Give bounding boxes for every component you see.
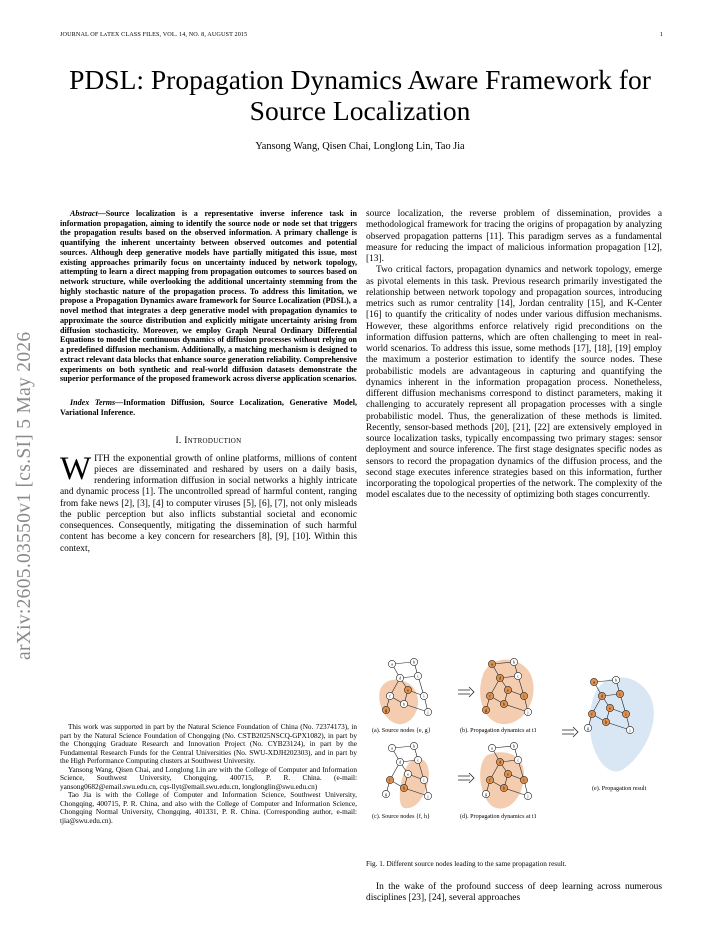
graph-node-label: d	[398, 759, 402, 765]
graph-node-label: g	[484, 791, 488, 797]
graph-node-label: i	[523, 693, 525, 699]
index-terms: Index Terms—Information Diffusion, Source Localization, Generative Model, Variational Inference.	[60, 397, 357, 417]
intro-paragraph	[60, 450, 357, 555]
graph-node-label: a	[391, 745, 393, 751]
caption-d: (d). Propagation dynamics at t1	[460, 814, 537, 820]
caption-b: (b). Propagation dynamics at t1	[460, 728, 537, 734]
graph-node-label: b	[412, 743, 416, 749]
graph-node-label: a	[491, 661, 493, 667]
graph-node-label: d	[498, 675, 502, 681]
graph-node-label: d	[398, 675, 402, 681]
intro-text: the exponential growth of online platforms, millions of content pieces are disseminated and reshared by users on a daily basis, rendering information diffusion in social networks a highly intricate and dynamic process [1]. The uncontrolled spread of harmful content, ranging from fake news [2], [3], [4] to computer viruses [5], [6], [7], not only misleads the public perception but also inflicts substantial societal and economic consequences. Consequently, mitigating the dissemination of such harmful content has become a key concern for researchers [8], [9], [10]. Within this context,	[60, 453, 357, 554]
graph-node-label: e	[609, 705, 611, 711]
footnote-affiliation-1: Yansong Wang, Qisen Chai, and Longlong Lin are with the College of Computer and Information Science, Southwest University, Chongqing, 400715, P. R. China. (e-mail: yansong0682@email.swu.edu.cn, cqs-llyt@email.swu.edu.cn, longlonglin@swu.edu.cn)	[60, 765, 357, 791]
section-heading	[60, 436, 357, 447]
graph-node-label: b	[512, 659, 516, 665]
graph-node-label: e	[407, 771, 409, 777]
graph-node-label: j	[427, 709, 429, 715]
graph-node-label: g	[384, 791, 388, 797]
graph-node-label: c	[417, 757, 419, 763]
paper-title: PDSL: Propagation Dynamics Aware Framework for Source Localization	[69, 64, 651, 126]
graph-node-label: c	[517, 757, 519, 763]
graph-node-label: j	[629, 727, 631, 733]
right-paragraph-2: Two critical factors, propagation dynamics and network topology, emerge as pivotal elements in this task. Previous research primarily investigated the relationship between network topology and propagation sources, introducing metrics such as rumor centrality [14], Jordan centrality [15], and K-Center [16] to quantify the criticality of nodes under various diffusion mechanisms. However, these algorithms enforce relatively rigid preconditions on the information diffusion patterns, which are often challenging to meet in real-world scenarios. To address this issue, some methods [17], [18], [19] employ the maximum a posterior estimation to identify the source nodes. These probabilistic models are advantageous in capturing and quantifying the dynamics inherent in the information propagation process. Nonetheless, different diffusion mechanisms correspond to distinct parameters, making it challenging to accurately represent all propagation processes with a single probabilistic model. Thus, the generalization of these methods is limited. Recently, sensor-based methods [20], [21], [22] are extensively employed in source localization tasks, typically encompassing two primary stages: sensor deployment and source inference. The first stage designates specific nodes as sensors to record the propagation dynamics of the diffusion process, and the second stage executes inference strategies based on this information, further incorporating the topological properties of the network. The complexity of the model escalates due to the necessity of optimizing both stages concurrently.	[366, 265, 662, 501]
graph-node-label: h	[402, 785, 406, 791]
graph-node-label: h	[502, 785, 506, 791]
graph-node-label: j	[527, 709, 529, 715]
graph-node-label: b	[412, 659, 416, 665]
graph-node-label: f	[489, 693, 491, 699]
graph-node-label: g	[484, 707, 488, 713]
figure-1-graphic	[366, 652, 666, 832]
graph-node-label: c	[517, 673, 519, 679]
right-paragraph-1: source localization, the reverse problem of dissemination, provides a methodological framework for tracing the origins of propagation by analyzing observed propagation patterns [11]. This paradigm serves as a fundamental measure for reducing the impact of malicious information propagation [12], [13].	[366, 209, 662, 264]
footnotes	[60, 723, 357, 826]
graph-node-label: d	[600, 693, 604, 699]
left-column	[60, 209, 357, 555]
right-column	[366, 209, 662, 502]
graph-node-label: f	[591, 711, 593, 717]
graph-node-label: a	[491, 745, 493, 751]
section-numeral: I.	[175, 436, 182, 447]
graph-node-label: i	[523, 777, 525, 783]
graph-node-label: f	[389, 693, 391, 699]
arrow-c-d	[458, 773, 474, 783]
caption-c: (c). Source nodes {f, h}	[372, 814, 430, 820]
abstract-text: Source localization is a representative inverse inference task in information propagation, aiming to identify the source node or node set that triggers the propagation results based on the observed information. A primary challenge is quantifying the inherent uncertainty between observed outcomes and potential sources. Although deep generative models have partially mitigated this issue, most existing approaches primarily focus on uncertainty induced by network topology, attempting to learn a direct mapping from propagation outcomes to sources based on network structure, while overlooking the additional uncertainty stemming from the highly stochastic nature of the propagation process. To address this limitation, we propose a Propagation Dynamics aware framework for Source Localization (PDSL), a novel method that integrates a deep generative model with propagation dynamics to approximate the source distribution and explicitly mitigate uncertainty arising from diffusion stochasticity. Moreover, we employ Graph Neural Ordinary Differential Equations to model the continuous dynamics of diffusion processes without relying on a predefined diffusion mechanism. Additionally, a matching mechanism is designed to extract relevant data blocks that enhance source generation reliability. Comprehensive experiments on both synthetic and real-world diffusion datasets demonstrate the superior performance of the proposed framework across diverse application scenarios.	[60, 209, 357, 384]
graph-node-label: i	[423, 693, 425, 699]
arrow-a-b	[458, 687, 474, 697]
graph-node-label: e	[407, 687, 409, 693]
graph-node-label: g	[586, 725, 590, 731]
wake-paragraph-text: In the wake of the profound success of deep learning across numerous disciplines [23], [24], several approaches	[366, 882, 662, 904]
graph-node-label: h	[502, 701, 506, 707]
arrow-b-e	[562, 727, 578, 737]
graph-node-label: j	[427, 793, 429, 799]
figure-caption: Fig. 1. Different source nodes leading to the same propagation result.	[366, 860, 567, 868]
intro-lead: ITH	[94, 453, 110, 464]
graph-node-label: c	[417, 673, 419, 679]
graph-node-label: b	[512, 743, 516, 749]
blob-a	[379, 680, 418, 725]
graph-node-label: i	[423, 777, 425, 783]
graph-node-label: a	[391, 661, 393, 667]
graph-node-label: h	[402, 701, 406, 707]
graph-node-label: i	[625, 711, 627, 717]
graph-node-label: b	[614, 677, 618, 683]
graph-node-label: f	[489, 777, 491, 783]
authors: Yansong Wang, Qisen Chai, Longlong Lin, Tao Jia	[255, 141, 465, 152]
graph-node-label: e	[507, 687, 509, 693]
running-header: JOURNAL OF LᴀTEX CLASS FILES, VOL. 14, NO. 8, AUGUST 2015	[60, 31, 248, 38]
graph-node-label: j	[527, 793, 529, 799]
wake-paragraph	[366, 882, 662, 905]
graph-node-label: f	[389, 777, 391, 783]
footnote-funding: This work was supported in part by the Natural Science Foundation of China (No. 72374173), in part by the Natural Science Foundation of Chongqing (No. CSTB2025NSCQ-GPX1082), in part by the Chongqing Graduate Research and Innovation Project (No. CYB23124), in part by the Fundamental Research Funds for the Central Universities (No. SWU-XDJH202303), and in part by the High Performance Computing clusters at Southwest University.	[60, 723, 357, 766]
graph-node-label: g	[384, 707, 388, 713]
drop-cap: W	[60, 450, 92, 487]
caption-a: (a). Source nodes {e, g}	[372, 728, 431, 734]
section-title: Introduction	[184, 436, 242, 447]
graph-node-label: e	[507, 771, 509, 777]
graph-node-label: c	[619, 691, 621, 697]
graph-node-label: h	[604, 719, 608, 725]
abstract: Abstract—Source localization is a representative inverse inference task in information propagation, aiming to identify the source node or node set that triggers the propagation results based on the observed information. A primary challenge is quantifying the inherent uncertainty between observed outcomes and potential sources. Although deep generative models have partially mitigated this issue, most existing approaches primarily focus on uncertainty induced by network topology, attempting to learn a direct mapping from propagation outcomes to sources based on network structure, while overlooking the additional uncertainty stemming from the highly stochastic nature of the propagation process. To address this limitation, we propose a Propagation Dynamics aware framework for Source Localization (PDSL), a novel method that integrates a deep generative model with propagation dynamics to approximate the source distribution and explicitly mitigate uncertainty arising from diffusion stochasticity. Moreover, we employ Graph Neural Ordinary Differential Equations to model the continuous dynamics of diffusion processes without relying on a predefined diffusion mechanism. Additionally, a matching mechanism is designed to extract relevant data blocks that enhance source generation reliability. Comprehensive experiments on both synthetic and real-world diffusion datasets demonstrate the superior performance of the proposed framework across diverse application scenarios.	[60, 209, 357, 384]
index-terms-label: Index Terms	[70, 397, 116, 407]
caption-e: (e). Propagation result	[592, 786, 647, 792]
graph-node-label: d	[498, 759, 502, 765]
abstract-label: Abstract	[70, 209, 98, 218]
footnote-affiliation-2: Tao Jia is with the College of Computer and Information Science, Southwest University, Chongqing, 400715, P. R. China, and also with the College of Computer and Information Science, Chongqing Normal University, Chongqing, 401331, P. R. China. (Corresponding author, e-mail: tjia@swu.edu.cn).	[60, 791, 357, 826]
graph-node-label: a	[593, 679, 595, 685]
figure-1	[366, 652, 666, 832]
index-terms-text: Information Diffusion, Source Localization, Generative Model, Variational Inference.	[60, 397, 357, 417]
page-number: 1	[659, 31, 663, 38]
arxiv-stamp-text: arXiv:2605.03550v1 [cs.SI] 5 May 2026	[14, 331, 35, 660]
